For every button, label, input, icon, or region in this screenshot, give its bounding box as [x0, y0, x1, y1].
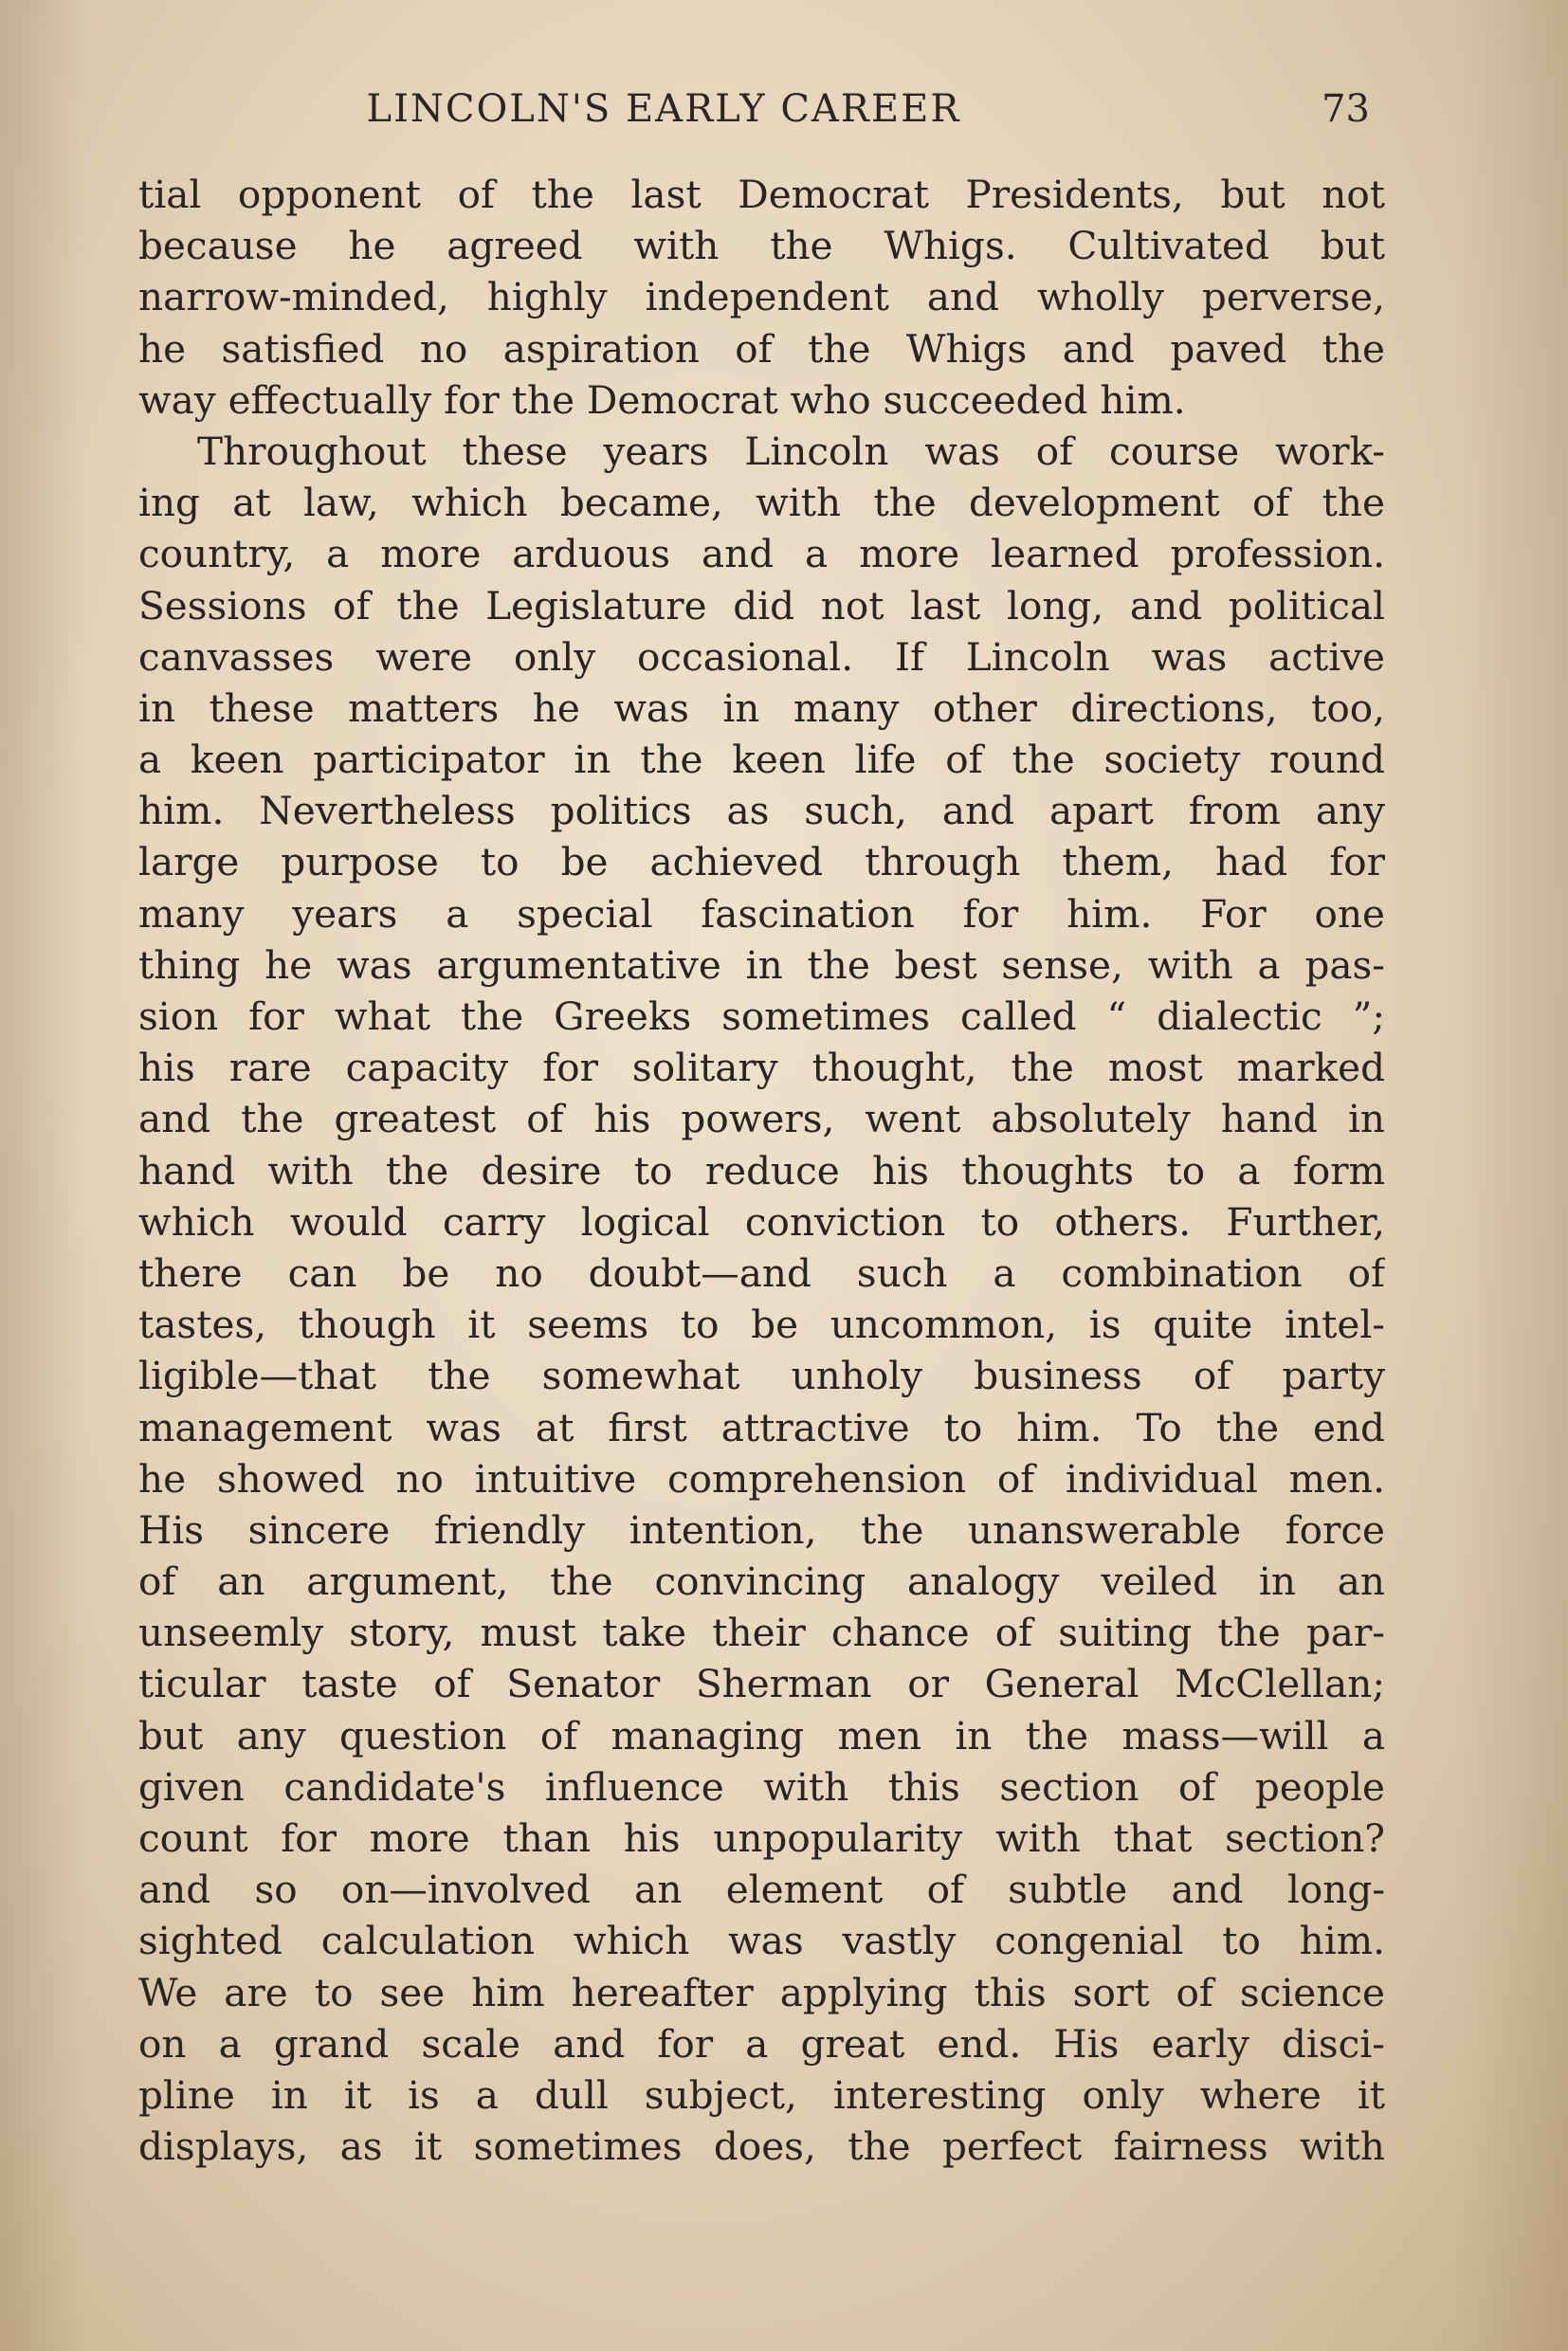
text-line: a keen participator in the keen life of the society round	[138, 737, 1385, 783]
text-line: unseemly story, must take their chance of suiting the par-	[138, 1610, 1385, 1656]
text-line: management was at first attractive to him. To the end	[138, 1404, 1385, 1450]
text-line: displays, as it sometimes does, the perfect fairness with	[138, 2123, 1385, 2170]
text-line: his rare capacity for solitary thought, the most marked	[138, 1045, 1385, 1091]
text-line: and so on—involved an element of subtle and long-	[138, 1867, 1385, 1913]
text-line: Throughout these years Lincoln was of course work-	[197, 428, 1385, 474]
text-line: on a grand scale and for a great end. His early disci-	[138, 2020, 1385, 2067]
text-line: ing at law, which became, with the development of the	[138, 480, 1385, 526]
text-line: him. Nevertheless politics as such, and apart from any	[138, 788, 1385, 834]
text-line: many years a special fascination for him. For one	[138, 890, 1385, 937]
text-line: pline in it is a dull subject, interesting only where it	[138, 2071, 1385, 2118]
text-line: His sincere friendly intention, the unanswerable force	[138, 1506, 1385, 1553]
text-line: country, a more arduous and a more learned profession.	[138, 531, 1385, 577]
text-line: in these matters he was in many other directions, too,	[138, 684, 1385, 731]
text-line: Sessions of the Legislature did not last long, and political	[138, 582, 1385, 629]
text-line: We are to see him hereafter applying this sort of science	[138, 1969, 1385, 2015]
text-line: large purpose to be achieved through them, had for	[138, 839, 1385, 885]
running-head	[133, 87, 1379, 148]
text-line: narrow-minded, highly independent and wholly perverse,	[138, 274, 1385, 320]
text-line: given candidate's influence with this section of people	[138, 1763, 1385, 1810]
text-line: ligible—that the somewhat unholy business of party	[138, 1353, 1385, 1399]
text-line: because he agreed with the Whigs. Cultivated but	[138, 223, 1385, 269]
text-line: which would carry logical conviction to others. Further,	[138, 1198, 1385, 1245]
text-line: he showed no intuitive comprehension of individual men.	[138, 1455, 1385, 1502]
text-line: and the greatest of his powers, went absolutely hand in	[138, 1096, 1385, 1142]
text-line: way effectually for the Democrat who succeeded him.	[138, 376, 1186, 423]
page-number: 73	[1322, 87, 1370, 131]
text-line: ticular taste of Senator Sherman or General McClellan;	[138, 1661, 1385, 1707]
text-line: tial opponent of the last Democrat Presidents, but not	[138, 172, 1385, 217]
text-line: hand with the desire to reduce his thoughts to a form	[138, 1147, 1385, 1194]
text-line: sighted calculation which was vastly congenial to him.	[138, 1918, 1385, 1964]
text-line: count for more than his unpopularity with that section?	[138, 1815, 1385, 1861]
text-line: of an argument, the convincing analogy veiled in an	[138, 1558, 1385, 1605]
text-line: but any question of managing men in the mass—will a	[138, 1712, 1385, 1759]
text-line: there can be no doubt—and such a combination of	[138, 1249, 1385, 1296]
text-line: sion for what the Greeks sometimes called “ dialectic ”;	[138, 993, 1385, 1039]
body-text	[138, 169, 1385, 2172]
text-line: thing he was argumentative in the best sense, with a pas-	[138, 941, 1385, 988]
text-line: tastes, though it seems to be uncommon, is quite intel-	[138, 1302, 1385, 1348]
text-line: canvasses were only occasional. If Lincoln was active	[138, 633, 1385, 680]
text-line: he satisfied no aspiration of the Whigs and paved the	[138, 325, 1385, 372]
running-title: LINCOLN'S EARLY CAREER	[366, 87, 961, 131]
